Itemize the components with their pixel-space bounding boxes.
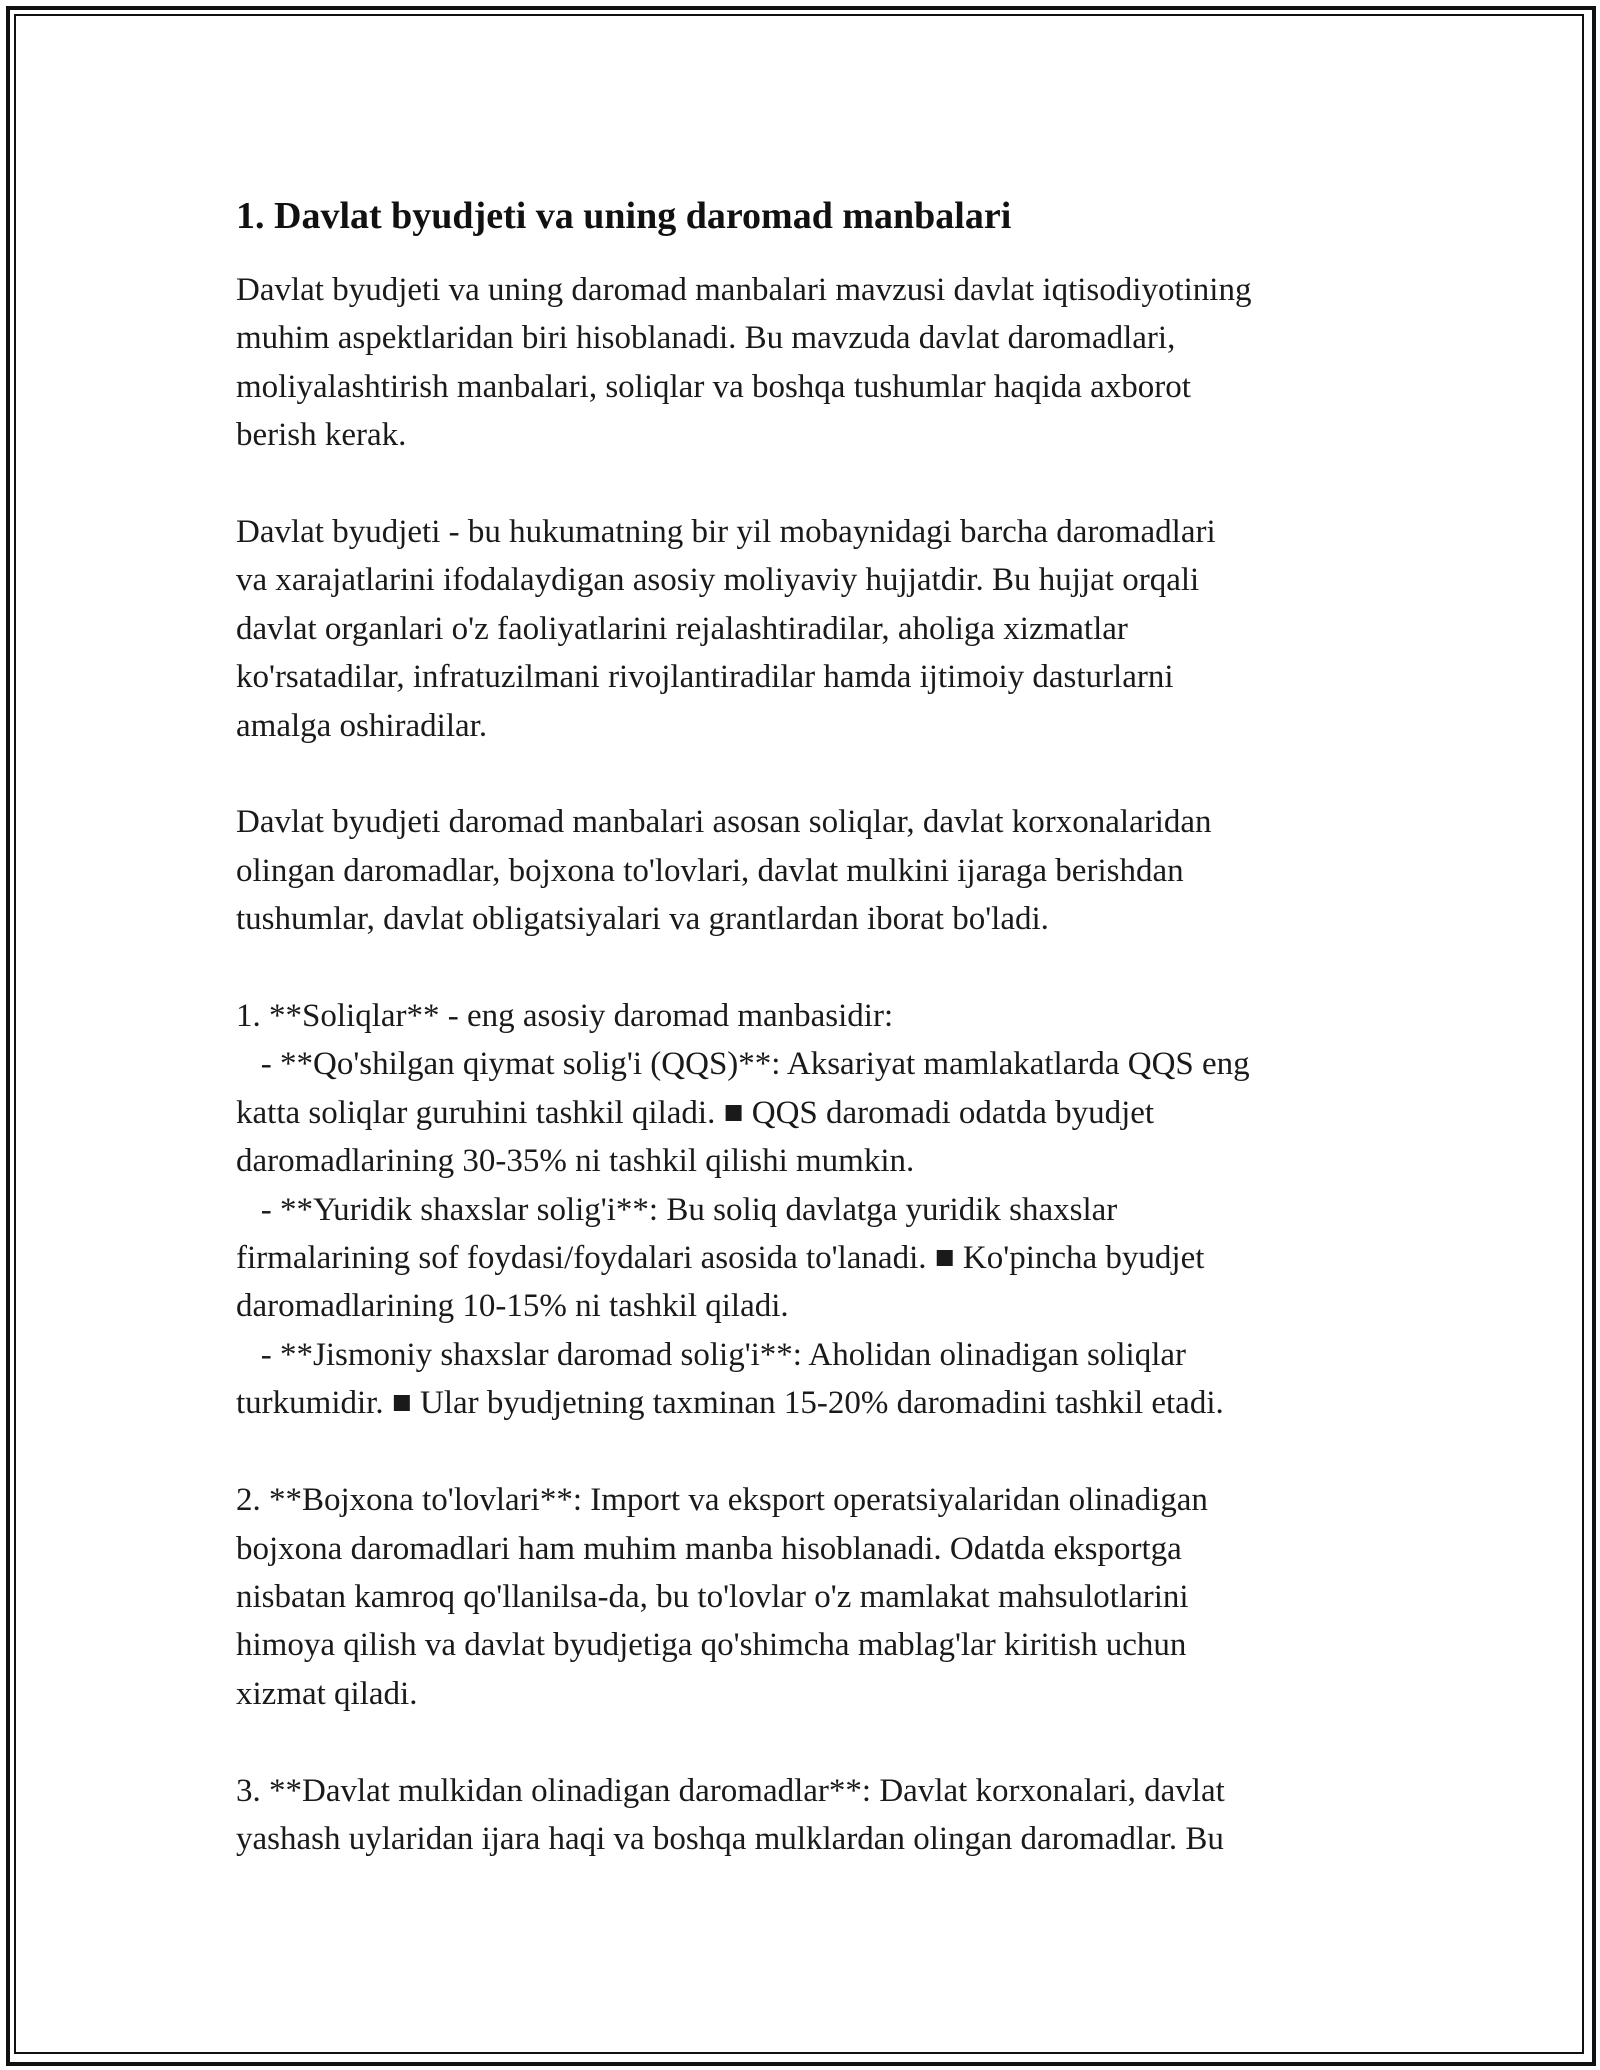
text-line: 2. **Bojxona to'lovlari**: Import va eksport operatsiyalaridan olinadigan bbox=[236, 1482, 1208, 1519]
text-line: firmalarining sof foydasi/foydalari asosida to'lanadi. ■ Ko'pincha byudjet bbox=[236, 1240, 1205, 1277]
paragraph bbox=[236, 1767, 1376, 1864]
text-line: katta soliqlar guruhini tashkil qiladi. ■ QQS daromadi odatda byudjet bbox=[236, 1094, 1155, 1131]
text-line: himoya qilish va davlat byudjetiga qo'shimcha mablag'lar kiritish uchun bbox=[236, 1627, 1187, 1664]
text-line: bojxona daromadlari ham muhim manba hisoblanadi. Odatda eksportga bbox=[236, 1530, 1182, 1567]
text-line: daromadlarining 30-35% ni tashkil qilishi mumkin. bbox=[236, 1143, 915, 1180]
text-line: - **Yuridik shaxslar solig'i**: Bu soliq davlatga yuridik shaxslar bbox=[236, 1191, 1118, 1228]
text-line: va xarajatlarini ifodalaydigan asosiy moliyaviy hujjatdir. Bu hujjat orqali bbox=[236, 562, 1200, 599]
text-line: nisbatan kamroq qo'llanilsa-da, bu to'lovlar o'z mamlakat mahsulotlarini bbox=[236, 1578, 1189, 1615]
text-line: berish kerak. bbox=[236, 417, 407, 454]
text-line: - **Qo'shilgan qiymat solig'i (QQS)**: Aksariyat mamlakatlarda QQS eng bbox=[236, 1046, 1250, 1083]
text-line: Davlat byudjeti daromad manbalari asosan soliqlar, davlat korxonalaridan bbox=[236, 804, 1212, 841]
paragraph bbox=[236, 992, 1376, 1428]
text-line: turkumidir. ■ Ular byudjetning taxminan 15-20% daromadini tashkil etadi. bbox=[236, 1385, 1224, 1422]
paragraph bbox=[236, 1476, 1376, 1718]
text-line: moliyalashtirish manbalari, soliqlar va boshqa tushumlar haqida axborot bbox=[236, 368, 1191, 405]
text-line: 1. **Soliqlar** - eng asosiy daromad manbasidir: bbox=[236, 998, 894, 1035]
text-line: - **Jismoniy shaxslar daromad solig'i**: Aholidan olinadigan soliqlar bbox=[236, 1336, 1187, 1373]
paragraph bbox=[236, 508, 1376, 750]
document-title: 1. Davlat byudjeti va uning daromad manbalari bbox=[236, 195, 1012, 237]
text-line: xizmat qiladi. bbox=[236, 1675, 418, 1712]
text-line: amalga oshiradilar. bbox=[236, 707, 488, 744]
paragraph bbox=[236, 798, 1376, 943]
text-line: 3. **Davlat mulkidan olinadigan daromadlar**: Davlat korxonalari, davlat bbox=[236, 1772, 1225, 1809]
text-line: yashash uylaridan ijara haqi va boshqa mulklardan olingan daromadlar. Bu bbox=[236, 1820, 1224, 1857]
text-line: muhim aspektlaridan biri hisoblanadi. Bu mavzuda davlat daromadlari, bbox=[236, 320, 1176, 357]
document-body bbox=[236, 180, 1376, 1912]
paragraph-list bbox=[236, 266, 1376, 1863]
text-line: daromadlarining 10-15% ni tashkil qiladi. bbox=[236, 1288, 789, 1325]
text-line: olingan daromadlar, bojxona to'lovlari, davlat mulkini ijaraga berishdan bbox=[236, 852, 1184, 889]
text-line: tushumlar, davlat obligatsiyalari va grantlardan iborat bo'ladi. bbox=[236, 901, 1049, 938]
text-line: Davlat byudjeti va uning daromad manbalari mavzusi davlat iqtisodiyotining bbox=[236, 272, 1252, 308]
text-line: Davlat byudjeti - bu hukumatning bir yil mobaynidagi barcha daromadlari bbox=[236, 514, 1216, 551]
paragraph bbox=[236, 266, 1376, 460]
text-line: ko'rsatadilar, infratuzilmani rivojlantiradilar hamda ijtimoiy dasturlarni bbox=[236, 659, 1174, 696]
text-line: davlat organlari o'z faoliyatlarini rejalashtiradilar, aholiga xizmatlar bbox=[236, 610, 1128, 647]
